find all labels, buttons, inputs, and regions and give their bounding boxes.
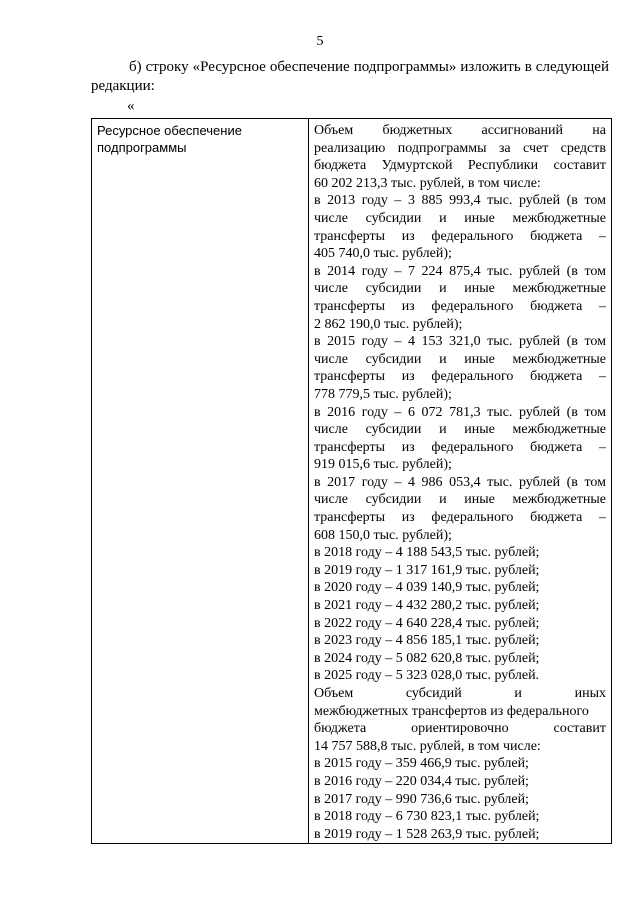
content-line: межбюджетных трансфертов из федерального (314, 703, 589, 719)
content-line: в 2024 году – 5 082 620,8 тыс. рублей; (314, 650, 540, 666)
content-line: в 2019 году – 1 317 161,9 тыс. рублей; (314, 562, 540, 578)
content-line: в 2022 году – 4 640 228,4 тыс. рублей; (314, 615, 540, 631)
page-number: 5 (316, 34, 324, 49)
content-line: бюджета ориентировочно составит (314, 721, 606, 737)
content-line: в 2018 году – 6 730 823,1 тыс. рублей; (314, 809, 540, 825)
content-line: реализацию подпрограммы за счет средств (314, 140, 606, 156)
content-line: трансферты из федерального бюджета – (314, 439, 606, 455)
content-line: Объем бюджетных ассигнований на (314, 123, 606, 138)
content-line: 2 862 190,0 тыс. рублей); (314, 316, 463, 332)
content-line: Объем субсидий и иных (314, 686, 606, 701)
content-line: в 2023 году – 4 856 185,1 тыс. рублей; (314, 633, 540, 649)
content-line: трансферты из федерального бюджета – (314, 298, 606, 314)
opening-quote-mark: « (127, 98, 135, 114)
content-line: в 2025 году – 5 323 028,0 тыс. рублей. (314, 668, 540, 684)
content-line: в 2016 году – 6 072 781,3 тыс. рублей (в том (314, 404, 606, 420)
content-line: бюджета Удмуртской Республики составит (314, 158, 606, 174)
content-line: 919 015,6 тыс. рублей); (314, 457, 452, 473)
content-line: в 2018 году – 4 188 543,5 тыс. рублей; (314, 545, 540, 561)
content-line: 14 757 588,8 тыс. рублей, в том числе: (314, 738, 541, 754)
content-line: числе субсидии и иные межбюджетные (314, 281, 606, 297)
content-line: в 2019 году – 1 528 263,9 тыс. рублей; (314, 826, 540, 842)
content-line: числе субсидии и иные межбюджетные (314, 422, 606, 438)
content-line: в 2017 году – 990 736,6 тыс. рублей; (314, 791, 529, 807)
content-line: в 2016 году – 220 034,4 тыс. рублей; (314, 773, 529, 789)
intro-line-1: б) строку «Ресурсное обеспечение подпрограммы» изложить в следующей (129, 59, 609, 75)
content-line: трансферты из федерального бюджета – (314, 510, 606, 526)
content-line: в 2015 году – 4 153 321,0 тыс. рублей (в том (314, 334, 606, 350)
table-row (92, 119, 612, 844)
content-line: числе субсидии и иные межбюджетные (314, 351, 606, 367)
row-label-line: подпрограммы (97, 140, 187, 155)
row-content-cell (309, 119, 612, 844)
content-line: в 2020 году – 4 039 140,9 тыс. рублей; (314, 580, 540, 596)
intro-line-2: редакции: (91, 78, 155, 94)
content-line: в 2017 году – 4 986 053,4 тыс. рублей (в том (314, 474, 606, 490)
content-line: трансферты из федерального бюджета – (314, 228, 606, 244)
content-line: 608 150,0 тыс. рублей); (314, 527, 452, 543)
resource-table (91, 118, 612, 844)
content-line: в 2015 году – 359 466,9 тыс. рублей; (314, 756, 529, 772)
content-line: 405 740,0 тыс. рублей); (314, 246, 452, 262)
content-line: в 2013 году – 3 885 993,4 тыс. рублей (в том (314, 193, 606, 209)
intro-paragraph (91, 58, 609, 96)
content-line: трансферты из федерального бюджета – (314, 369, 606, 385)
content-line: числе субсидии и иные межбюджетные (314, 210, 606, 226)
row-label-line: Ресурсное обеспечение (97, 123, 242, 138)
content-line: в 2021 году – 4 432 280,2 тыс. рублей; (314, 598, 540, 614)
content-line: числе субсидии и иные межбюджетные (314, 492, 606, 508)
content-line: 60 202 213,3 тыс. рублей, в том числе: (314, 175, 541, 191)
content-line: 778 779,5 тыс. рублей); (314, 386, 452, 402)
content-line: в 2014 году – 7 224 875,4 тыс. рублей (в том (314, 263, 606, 279)
row-label-cell (92, 119, 309, 844)
